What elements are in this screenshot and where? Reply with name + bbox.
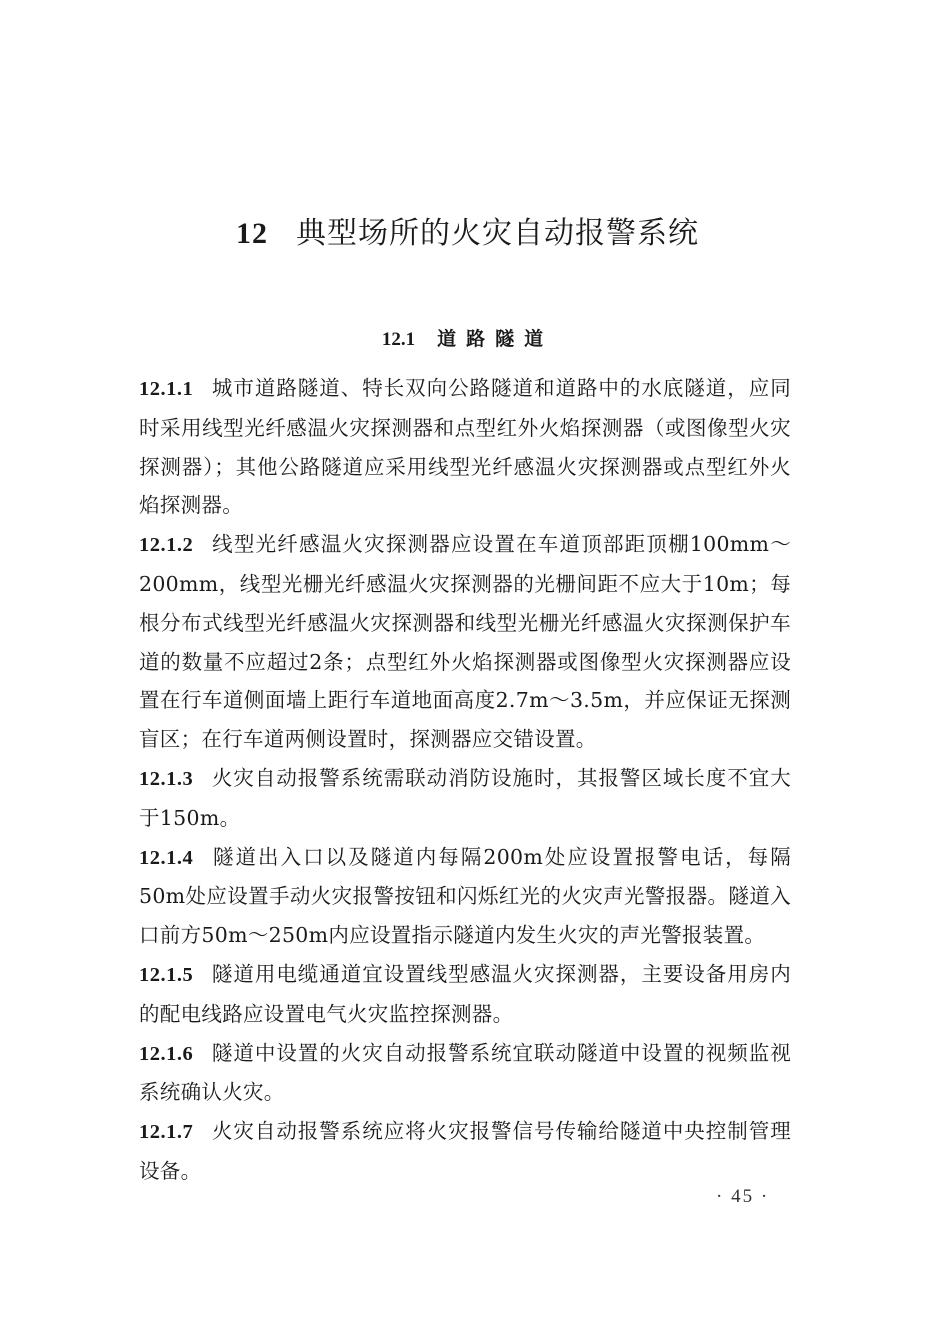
clause-text: 隧道出入口以及隧道内每隔200m处应设置报警电话，每隔50m处应设置手动火灾报警按钮和闪烁红光的火灾声光警报器。隧道入口前方50m～250m内应设置指示隧道内发生火灾的声光警报装置。 (139, 844, 791, 948)
clause-12-1-2 (139, 525, 791, 759)
clause-text: 城市道路隧道、特长双向公路隧道和道路中的水底隧道，应同时采用线型光纤感温火灾探测器和点型红外火焰探测器（或图像型火灾探测器）；其他公路隧道应采用线型光纤感温火灾探测器或点型红外火焰探测器。 (139, 376, 791, 518)
clause-12-1-6 (139, 1034, 791, 1113)
clause-12-1-7 (139, 1112, 791, 1191)
chapter-title-text: 典型场所的火灾自动报警系统 (296, 216, 699, 251)
clause-number: 12.1.7 (139, 1121, 194, 1144)
clause-12-1-3 (139, 759, 791, 838)
section-title (0, 324, 935, 351)
clause-number: 12.1.5 (139, 963, 194, 986)
clause-list (139, 369, 791, 1191)
clause-text: 隧道用电缆通道宜设置线型感温火灾探测器，主要设备用房内的配电线路应设置电气火灾监控探测器。 (139, 961, 791, 1026)
section-number: 12.1 (381, 329, 416, 350)
clause-text: 隧道中设置的火灾自动报警系统宜联动隧道中设置的视频监视系统确认火灾。 (139, 1040, 791, 1105)
clause-12-1-5 (139, 955, 791, 1034)
clause-text: 火灾自动报警系统应将火灾报警信号传输给隧道中央控制管理设备。 (139, 1119, 791, 1183)
clause-number: 12.1.3 (139, 767, 194, 790)
clause-text: 线型光纤感温火灾探测器应设置在车道顶部距顶棚100mm～200mm，线型光栅光纤感温火灾探测器的光栅间距不应大于10m；每根分布式线型光纤感温火灾探测器和线型光栅光纤感温火灾探测保护车道的数量不应超过2条；点型红外火焰探测器或图像型火灾探测器应设置在行车道侧面墙上距行车道地面高度2.7m～3.5m，并应保证无探测盲区；在行车道两侧设置时，探测器应交错设置。 (139, 532, 791, 752)
chapter-number: 12 (236, 217, 268, 250)
clause-number: 12.1.2 (139, 534, 194, 557)
chapter-title (0, 208, 935, 252)
clause-number: 12.1.6 (139, 1042, 194, 1065)
clause-12-1-4 (139, 838, 791, 955)
page-number: · 45 · (716, 1186, 770, 1207)
section-title-text: 道路隧道 (437, 328, 554, 350)
clause-12-1-1 (139, 369, 791, 525)
clause-number: 12.1.1 (139, 378, 194, 400)
clause-number: 12.1.4 (139, 846, 194, 869)
clause-text: 火灾自动报警系统需联动消防设施时，其报警区域长度不宜大于150m。 (139, 765, 791, 830)
